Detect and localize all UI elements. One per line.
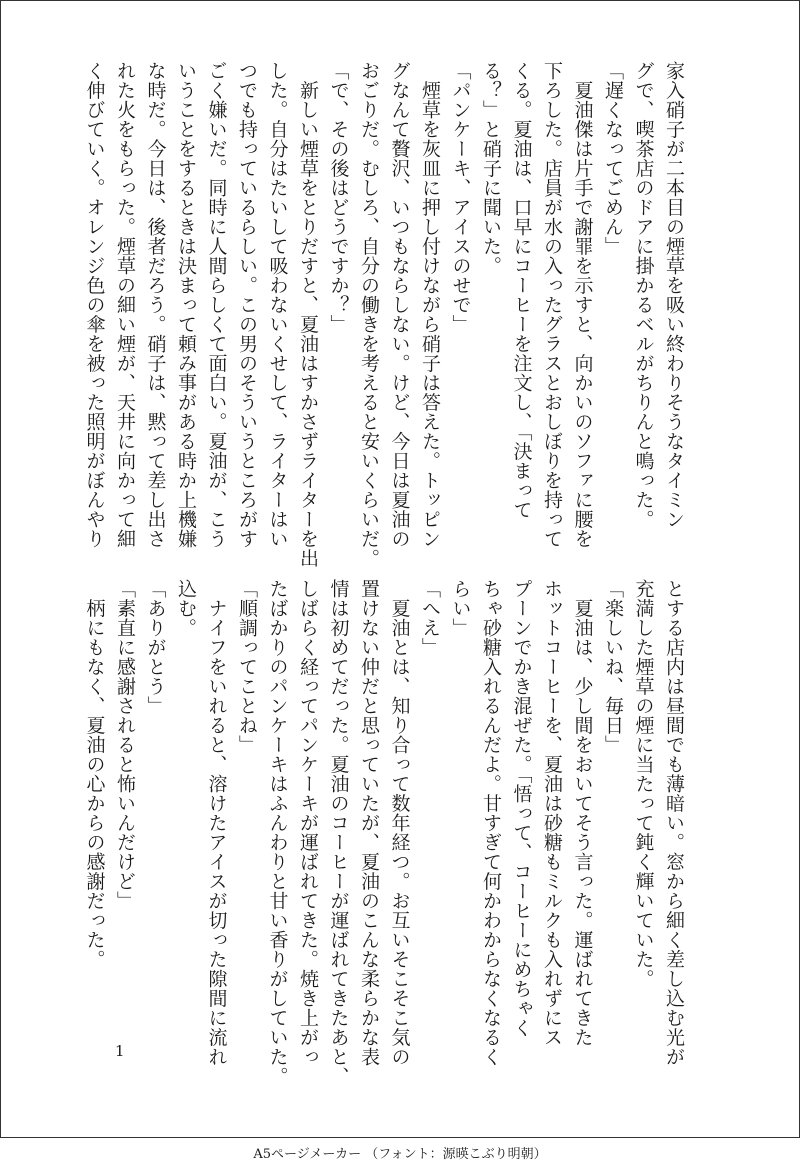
text-line: グなんて贅沢、いつもならしない。けど、今日は夏油の bbox=[388, 61, 411, 549]
text-line: く伸びていく。オレンジ色の傘を被った照明がぼんやり bbox=[83, 61, 106, 549]
text-line: とする店内は昼間でも薄暗い。窓から細く差し込む光が bbox=[663, 579, 685, 1067]
text-line: 込む。 bbox=[175, 579, 197, 638]
text-line: 夏油は、少し間をおいてそう言った。運ばれてきた bbox=[571, 579, 594, 1047]
text-line: つでも持っているらしい。この男のそういうところがす bbox=[236, 61, 258, 549]
text-line: ホットコーヒーを、夏油は砂糖もミルクも入れずにス bbox=[541, 579, 563, 1047]
body-text-upper bbox=[83, 61, 689, 568]
text-line: る？」と硝子に聞いた。 bbox=[480, 61, 502, 276]
text-line: いうことをするときは決まって頼み事がある時か上機嫌 bbox=[175, 61, 197, 549]
text-line: しばらく経ってパンケーキが運ばれてきた。焼き上がっ bbox=[297, 579, 319, 1067]
text-line: おごりだ。むしろ、自分の働きを考えると安いくらいだ。 bbox=[358, 61, 380, 568]
text-line: 「楽しいね、毎日」 bbox=[602, 579, 624, 755]
text-line: プーンでかき混ぜた。「悟って、コーヒーにめちゃく bbox=[510, 579, 533, 1038]
text-line: ちゃ砂糖入れるんだよ。甘すぎて何かわからなくなるく bbox=[480, 579, 502, 1067]
text-line: たばかりのパンケーキはふんわりと甘い香りがしていた。 bbox=[266, 579, 289, 1086]
body-text-lower bbox=[83, 579, 689, 1086]
text-line: した。自分はたいして吸わないくせして、ライターはい bbox=[266, 61, 289, 549]
text-line: グで、喫茶店のドアに掛かるベルがちりんと鳴った。 bbox=[632, 61, 655, 529]
text-line: 夏油とは、知り合って数年経つ。お互いそこそこ気の bbox=[388, 579, 411, 1067]
text-line: 情は初めてだった。夏油のコーヒーが運ばれてきたあと、 bbox=[327, 579, 350, 1086]
footer-label: A5ページメーカー （フォント：源暎こぶり明朝） bbox=[253, 1147, 547, 1162]
text-line: ナイフをいれると、溶けたアイスが切った隙間に流れ bbox=[205, 579, 228, 1067]
text-line: 新しい煙草をとりだすと、夏油はすかさずライターを出 bbox=[297, 61, 319, 568]
text-line: れた火をもらった。煙草の細い煙が、天井に向かって細 bbox=[114, 61, 136, 549]
text-line: 夏油傑は片手で謝罪を示すと、向かいのソファに腰を bbox=[571, 61, 594, 549]
text-line: 「素直に感謝されると怖いんだけど」 bbox=[114, 579, 136, 911]
text-line: 「遅くなってごめん」 bbox=[602, 61, 624, 256]
text-line: 煙草を灰皿に押し付けながら硝子は答えた。トッピン bbox=[419, 61, 441, 549]
text-line: 「で、その後はどうですか？」 bbox=[327, 61, 350, 334]
text-line: 下ろした。店員が水の入ったグラスとおしぼりを持って bbox=[541, 61, 563, 549]
text-line: 柄にもなく、夏油の心からの感謝だった。 bbox=[83, 579, 106, 969]
text-line: 家入硝子が二本目の煙草を吸い終わりそうなタイミン bbox=[663, 61, 685, 529]
page-number: 1 bbox=[115, 1042, 125, 1060]
text-line: な時だ。今日は、後者だろう。硝子は、黙って差し出さ bbox=[144, 61, 167, 549]
text-line: 「順調ってことね」 bbox=[236, 579, 258, 755]
text-line: らい」 bbox=[449, 579, 472, 638]
text-line: ごく嫌いだ。同時に人間らしくて面白い。夏油が、こう bbox=[205, 61, 228, 549]
text-line: 置けない仲だと思っていたが、夏油のこんな柔らかな表 bbox=[358, 579, 380, 1067]
text-line: 「へえ」 bbox=[419, 579, 441, 657]
text-line: 「パンケーキ、アイスのせで」 bbox=[449, 61, 472, 334]
text-line: くる。夏油は、口早にコーヒーを注文し、「決まって bbox=[510, 61, 533, 520]
text-line: 充満した煙草の煙に当たって鈍く輝いていた。 bbox=[632, 579, 655, 989]
text-line: 「ありがとう」 bbox=[144, 579, 167, 716]
